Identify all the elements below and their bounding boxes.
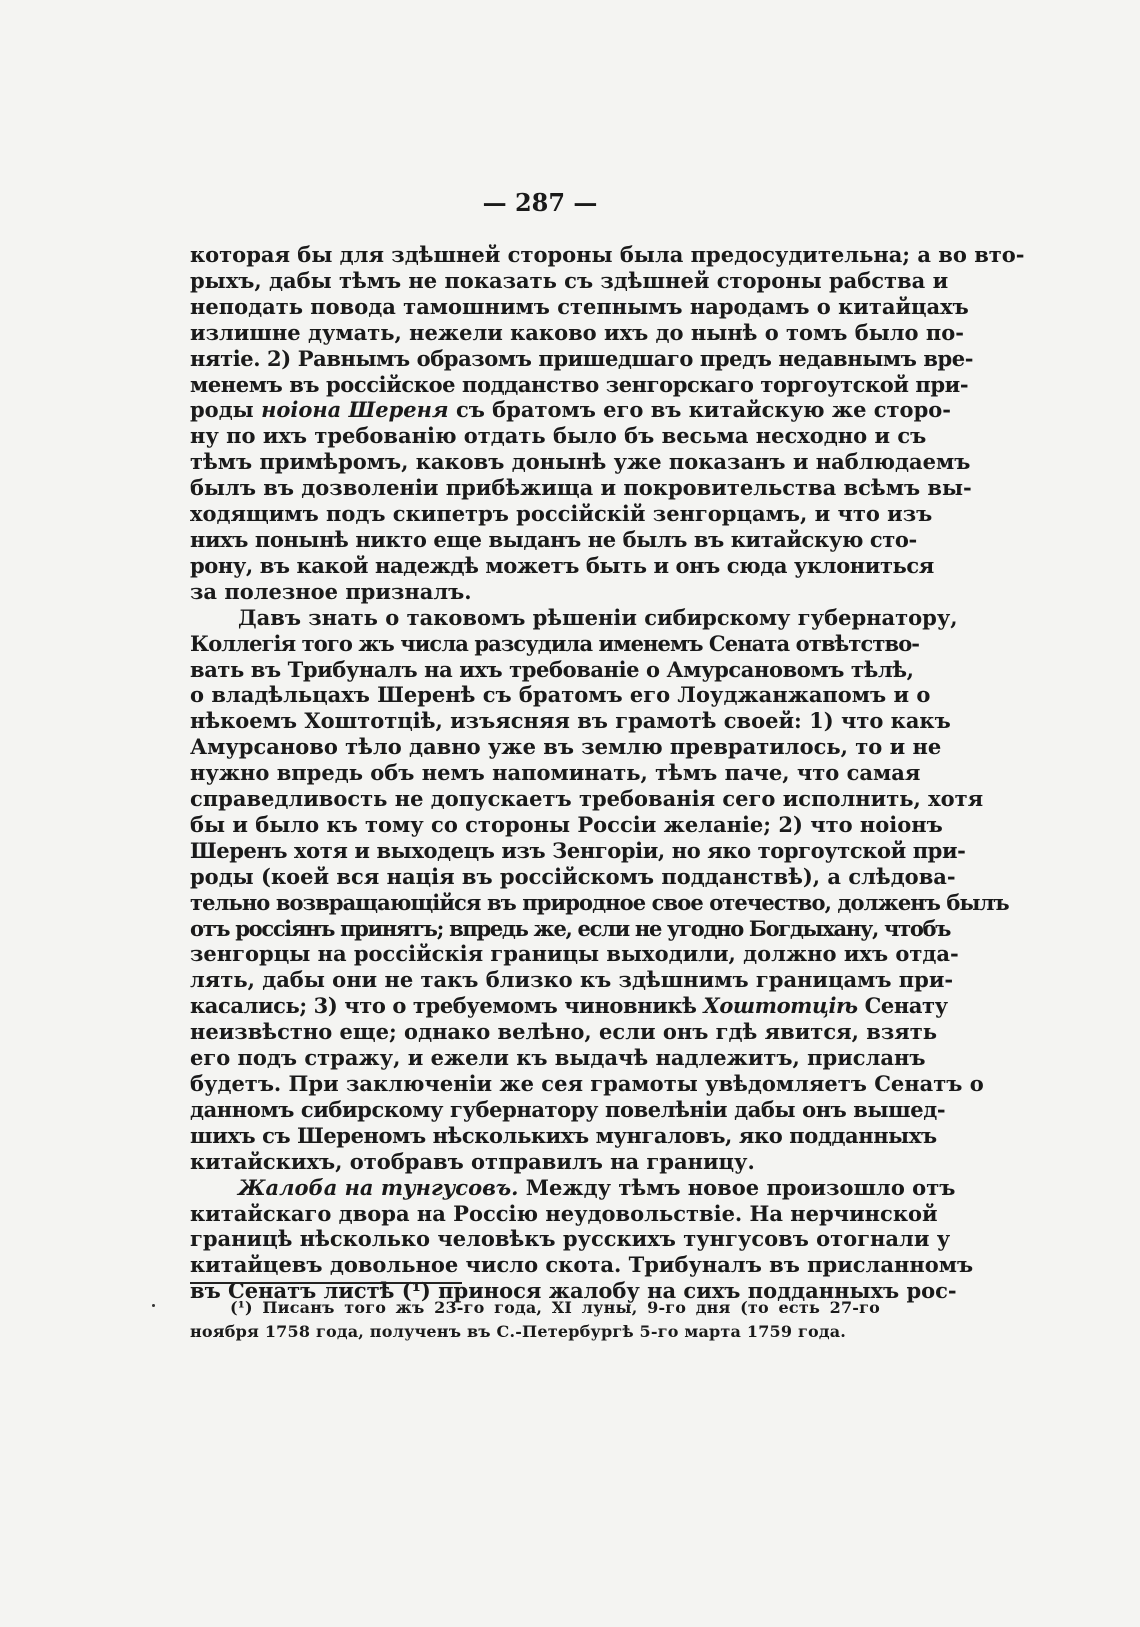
text-line: лять, дабы они не такъ близко къ здѣшнимъ границамъ при- (190, 967, 954, 993)
text-line: вать въ Трибуналъ на ихъ требованіе о Амурсановомъ тѣлѣ, (190, 656, 914, 682)
text-line: его подъ стражу, и ежели къ выдачѣ надлежитъ, присланъ (190, 1045, 926, 1071)
text-line: рону, въ какой надеждѣ можетъ быть и онъ сюда уклониться (190, 552, 934, 578)
text-line: которая бы для здѣшней стороны была предосудительна; а во вто- (190, 242, 1025, 267)
print-speck (152, 1304, 155, 1307)
footnote-line: ноября 1758 года, полученъ въ С.-Петербургѣ 5-го марта 1759 года. (190, 1322, 847, 1341)
body-text (190, 242, 1025, 1304)
text-line: Шеренъ хотя и выходецъ изъ Зенгоріи, но яко торгоутской при- (190, 837, 966, 863)
text-line: справедливость не допускаетъ требованія сего исполнить, хотя (190, 786, 984, 812)
text-line: о владѣльцахъ Шеренѣ съ братомъ его Лоуджанжапомъ и о (190, 682, 931, 708)
text-line: въ Сенатъ листѣ (¹) принося жалобу на сихъ подданныхъ рос- (190, 1278, 957, 1304)
paragraph (190, 1174, 974, 1305)
text-run: Между тѣмъ новое произошло отъ (518, 1174, 956, 1200)
text-line: Давъ знать о таковомъ рѣшеніи сибирскому губернатору, (238, 604, 958, 630)
text-line: нужно впредь объ немъ напоминать, тѣмъ паче, что самая (190, 760, 921, 786)
text-line: китайскихъ, отобравъ отправилъ на границу. (190, 1148, 755, 1174)
footnote-divider (190, 1282, 462, 1284)
text-line: неизвѣстно еще; однако велѣно, если онъ гдѣ явится, взять (190, 1019, 938, 1045)
text-line: Коллегія того жъ числа разсудила именемъ Сената отвѣтство- (190, 630, 920, 656)
text-line (190, 397, 951, 423)
text-line: будетъ. При заключеніи же сея грамоты увѣдомляетъ Сенатъ о (190, 1071, 984, 1096)
footnote-line: (¹) Писанъ того жъ 23-го года, XI луны, 9-го дня (то есть 27-го (230, 1298, 880, 1317)
text-line: китайцевъ довольное число скота. Трибуналъ въ присланномъ (190, 1252, 974, 1278)
text-line: нихъ понынѣ никто еще выданъ не былъ въ китайскую сто- (190, 526, 917, 552)
text-line: границѣ нѣсколько человѣкъ русскихъ тунгусовъ отогнали у (190, 1226, 951, 1252)
italic-text-run: Жалоба на тунгусовъ. (238, 1174, 519, 1200)
text-line: нѣкоемъ Хоштотціѣ, изъясняя въ грамотѣ своей: 1) что какъ (190, 708, 951, 734)
text-run: роды (190, 397, 262, 423)
text-line: былъ въ дозволеніи прибѣжища и покровительства всѣмъ вы- (190, 475, 972, 501)
text-line: менемъ въ россійское подданство зенгорскаго торгоутской при- (190, 371, 969, 397)
text-line: тѣмъ примѣромъ, каковъ донынѣ уже показанъ и наблюдаемъ (190, 449, 971, 475)
text-run: касались; 3) что о требуемомъ чиновникѣ (190, 993, 704, 1019)
text-line: данномъ сибирскому губернатору повелѣніи дабы онъ вышед- (190, 1096, 946, 1122)
text-run: Сенату (857, 993, 948, 1019)
text-line: рыхъ, дабы тѣмъ не показать съ здѣшней стороны рабства и (190, 267, 949, 293)
text-line: тельно возвращающійся въ природное свое отечество, долженъ былъ (190, 889, 1009, 915)
text-line: шихъ съ Шереномъ нѣсколькихъ мунгаловъ, яко подданныхъ (190, 1122, 937, 1148)
text-line: бы и было къ тому со стороны Россіи желаніе; 2) что ноіонъ (190, 811, 943, 837)
paragraph (190, 242, 1025, 605)
text-line (190, 1174, 956, 1201)
text-line: китайскаго двора на Россію неудовольствіе. На нерчинской (190, 1200, 938, 1226)
text-line: зенгорцы на россійскія границы выходили, должно ихъ отда- (190, 941, 959, 967)
text-line: неподать повода тамошнимъ степнымъ народамъ о китайцахъ (190, 293, 969, 319)
text-line: Амурсаново тѣло давно уже въ землю превратилось, то и не (190, 734, 942, 760)
italic-text-run: Хоштотціѣ (703, 993, 858, 1019)
text-line: роды (коей вся нація въ россійскомъ подданствѣ), а слѣдова- (190, 863, 956, 889)
text-line (190, 993, 948, 1019)
text-line: за полезное призналъ. (190, 578, 472, 604)
text-line: ходящимъ подъ скипетръ россійскій зенгорцамъ, и что изъ (190, 501, 933, 527)
footnote (190, 1296, 880, 1344)
italic-text-run: ноіона Шереня (261, 397, 449, 423)
text-line: нятіе. 2) Равнымъ образомъ пришедшаго предъ недавнымъ вре- (190, 345, 974, 371)
page-number: — 287 — (482, 188, 598, 217)
text-line: излишне думать, нежели каково ихъ до нынѣ о томъ было по- (190, 319, 964, 345)
paragraph (190, 604, 1009, 1175)
text-run: съ братомъ его въ китайскую же сторо- (448, 397, 951, 423)
text-line: ну по ихъ требованію отдать было бъ весьма несходно и съ (190, 423, 927, 449)
text-line: отъ россіянъ принятъ; впредь же, если не угодно Богдыхану, чтобъ (190, 915, 951, 941)
